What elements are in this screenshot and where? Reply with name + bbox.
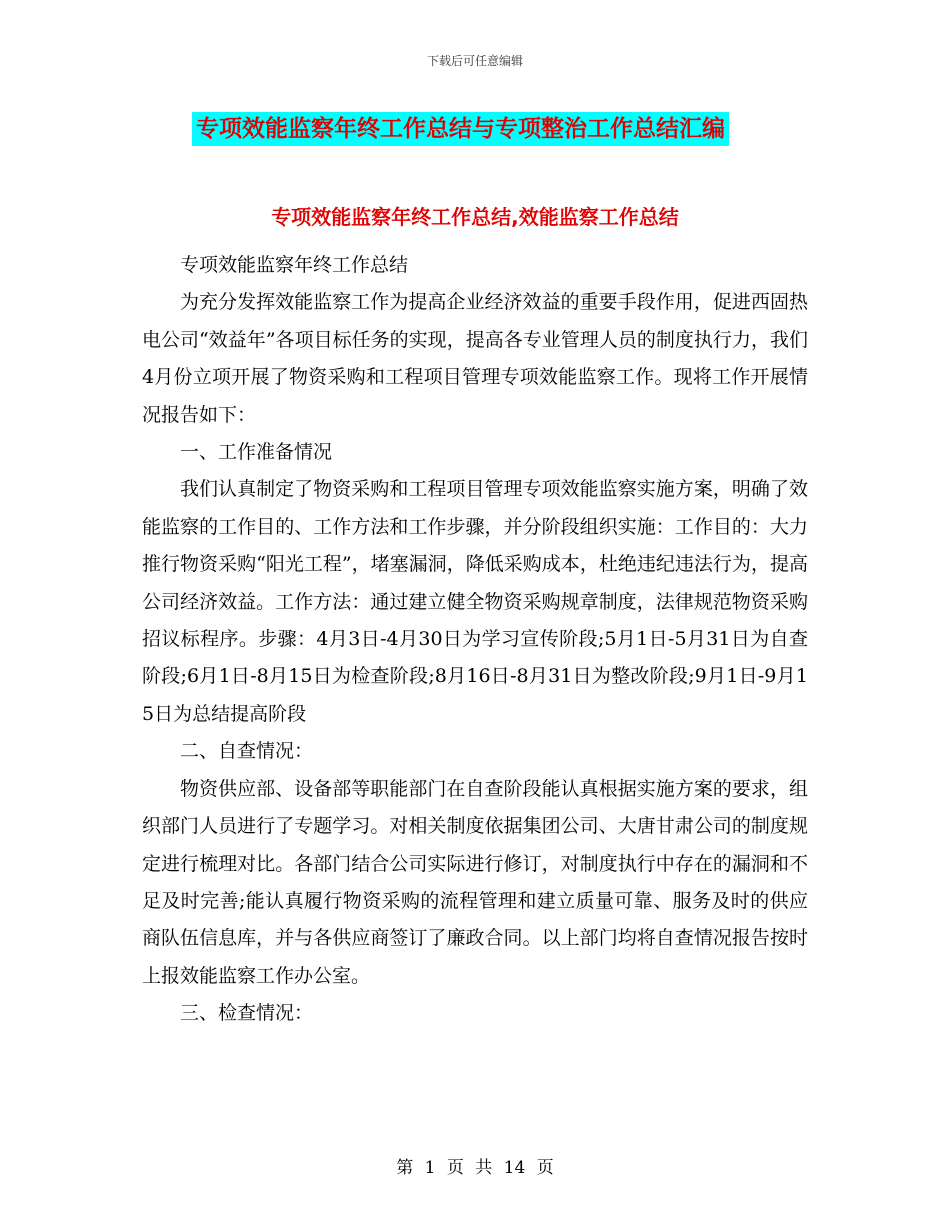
section-heading-inspection: 三、检查情况： (180, 1002, 314, 1025)
document-body (142, 247, 808, 1033)
section-heading-preparation: 一、工作准备情况 (180, 441, 333, 464)
paragraph-self-check: 物资供应部、设备部等职能部门在自查阶段能认真根据实施方案的要求，组织部门人员进行了专题学习。对相关制度依据集团公司、大唐甘肃公司的制度规定进行梳理对比。各部门结合公司实际进行修订，对制度执行中存在的漏洞和不足及时完善;能认真履行物资采购的流程管理和建立质量可靠、服务及时的供应商队伍信息库，并与各供应商签订了廉政合同。以上部门均将自查情况报告按时上报效能监察工作办公室。 (142, 777, 808, 987)
paragraph-preparation: 我们认真制定了物资采购和工程项目管理专项效能监察实施方案，明确了效能监察的工作目的、工作方法和工作步骤，并分阶段组织实施：工作目的：大力推行物资采购“阳光工程”，堵塞漏洞，降低采购成本，杜绝违纪违法行为，提高公司经济效益。工作方法：通过建立健全物资采购规章制度，法律规范物资采购招议标程序。步骤：4月3日-4月30日为学习宣传阶段;5月1日-5月31日为自查阶段;6月1日-8月15日为检查阶段;8月16日-8月31日为整改阶段;9月1日-9月15日为总结提高阶段 (142, 478, 808, 725)
page-footer: 第 1 页 共 14 页 (396, 1158, 554, 1178)
header-note: 下载后可任意编辑 (426, 54, 523, 68)
sub-title: 专项效能监察年终工作总结,效能监察工作总结 (271, 205, 679, 229)
paragraph-heading: 专项效能监察年终工作总结 (180, 254, 409, 276)
main-title: 专项效能监察年终工作总结与专项整治工作总结汇编 (192, 112, 729, 146)
section-heading-self-check: 二、自查情况： (180, 740, 314, 763)
paragraph-intro: 为充分发挥效能监察工作为提高企业经济效益的重要手段作用，促进西固热电公司“效益年”各项目标任务的实现，提高各专业管理人员的制度执行力，我们4月份立项开展了物资采购和工程项目管理专项效能监察工作。现将工作开展情况报告如下： (142, 291, 808, 426)
